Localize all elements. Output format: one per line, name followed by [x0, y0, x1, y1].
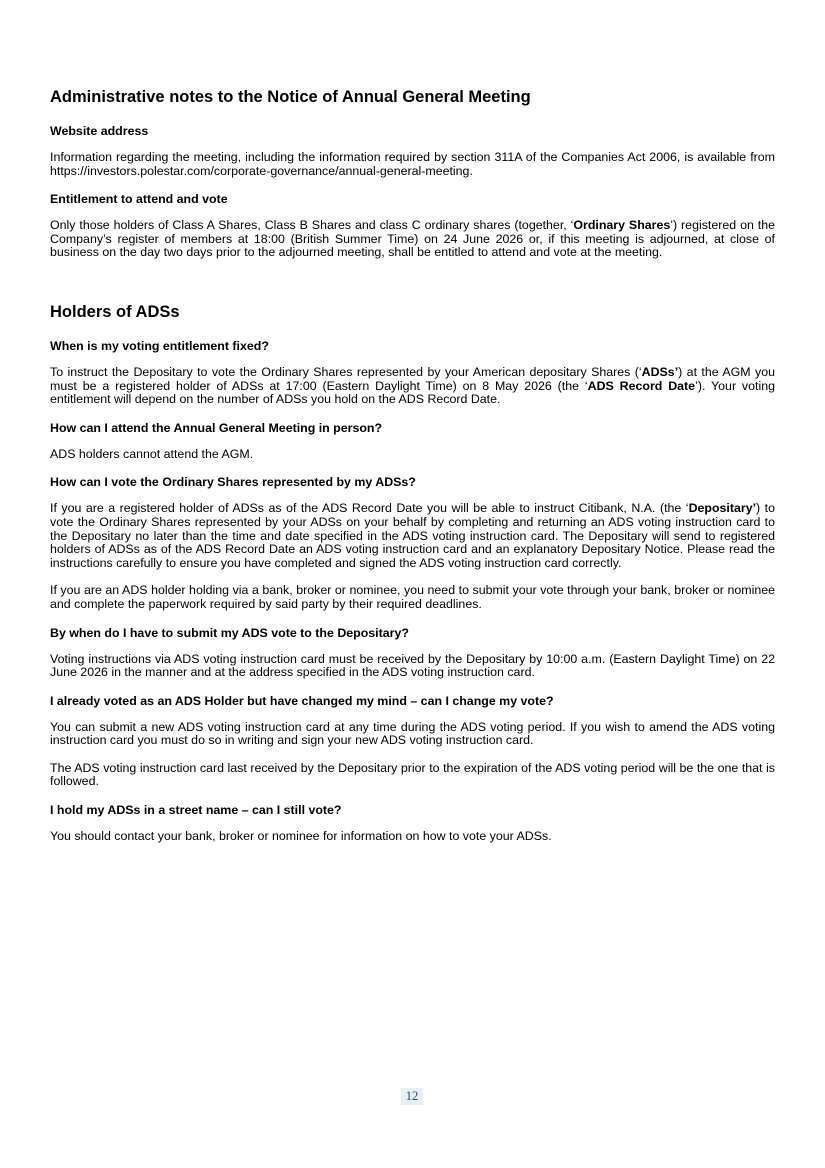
- paragraph-street-name: You should contact your bank, broker or nominee for information on how to vote your ADSs.: [50, 829, 552, 844]
- term-depositary: Depositary’: [688, 501, 757, 516]
- heading-attend-in-person: How can I attend the Annual General Meeting in person?: [50, 420, 383, 435]
- heading-change-vote: I already voted as an ADS Holder but have changed my mind – can I change my vote?: [50, 693, 554, 708]
- text-fragment: If you are a registered holder of ADSs as of the ADS Record Date you will be able to instruct Citibank, N.A. (the ‘: [50, 501, 689, 516]
- paragraph-attend-in-person: ADS holders cannot attend the AGM.: [50, 446, 254, 461]
- heading-how-to-vote: How can I vote the Ordinary Shares represented by my ADSs?: [50, 475, 416, 490]
- paragraph-submit-deadline: Voting instructions via ADS voting instruction card must be received by the Depositary by 10:00 a.m. (Eastern Daylight Time) on 22 June 2026 in the manner and at the address specified in the ADS voting instruction card.: [50, 651, 775, 680]
- text-fragment: ) at the AGM you must be a registered holder of ADSs at 17:00 (Eastern Daylight Time) on 8 May 2026 (the ‘: [50, 364, 775, 393]
- page-number: 12: [401, 1088, 423, 1105]
- text-fragment: Only those holders of Class A Shares, Class B Shares and class C ordinary shares (together, ‘: [50, 218, 574, 233]
- heading-website-address: Website address: [50, 124, 149, 138]
- paragraph-website-address: Information regarding the meeting, including the information required by section 311A of the Companies Act 2006, is available from https://investors.polestar.com/corporate-governance/annual-general-meeting.: [50, 150, 775, 178]
- paragraph-last-received: The ADS voting instruction card last received by the Depositary prior to the expiration of the ADS voting period will be the one that is followed.: [50, 760, 775, 789]
- term-ads-record-date: ADS Record Date: [587, 378, 696, 393]
- heading-voting-entitlement: When is my voting entitlement fixed?: [50, 338, 269, 353]
- paragraph-entitlement: [50, 219, 775, 260]
- text-fragment: To instruct the Depositary to vote the Ordinary Shares represented by your American depositary Shares (‘: [50, 364, 642, 379]
- section-title-administrative-notes: Administrative notes to the Notice of Annual General Meeting: [50, 88, 531, 106]
- term-adss: ADSs’: [641, 364, 679, 379]
- heading-submit-deadline: By when do I have to submit my ADS vote to the Depositary?: [50, 625, 409, 640]
- heading-entitlement: Entitlement to attend and vote: [50, 192, 228, 207]
- section-title-holders-of-adss: Holders of ADSs: [50, 302, 180, 321]
- paragraph-change-vote: You can submit a new ADS voting instruction card at any time during the ADS voting period. If you wish to amend the ADS voting instruction card you must do so in writing and sign your new ADS voting instruction card.: [50, 719, 775, 748]
- text-fragment: ’). Your voting entitlement will depend on the number of ADSs you hold on the ADS Record Date.: [50, 378, 775, 407]
- text-fragment: ’) registered on the Company’s register of members at 18:00 (British Summer Time) on 24 June 2026 or, if this meeting is adjourned, at close of business on the day two days prior to the adjourned meeting, shall be entitled to attend and vote at the meeting.: [50, 218, 775, 260]
- term-ordinary-shares: Ordinary Shares: [573, 218, 671, 233]
- document-page: [50, 87, 775, 844]
- paragraph-voting-entitlement: [50, 366, 775, 407]
- text-fragment: ) to vote the Ordinary Shares represented by your ADSs on your behalf by completing and returning an ADS voting instruction card to the Depositary no later than the time and date specified in the ADS voting instruction card. The Depositary will send to registered holders of ADSs as of the ADS Record Date an ADS voting instruction card and an explanatory Depositary Notice. Please read the instructions carefully to ensure you have completed and signed the ADS voting instruction card correctly.: [50, 501, 776, 570]
- paragraph-bank-broker-nominee: If you are an ADS holder holding via a bank, broker or nominee, you need to submit your vote through your bank, broker or nominee and complete the paperwork required by said party by their required deadlines.: [50, 583, 775, 611]
- paragraph-how-to-vote: [50, 502, 775, 570]
- heading-street-name: I hold my ADSs in a street name – can I still vote?: [50, 803, 342, 818]
